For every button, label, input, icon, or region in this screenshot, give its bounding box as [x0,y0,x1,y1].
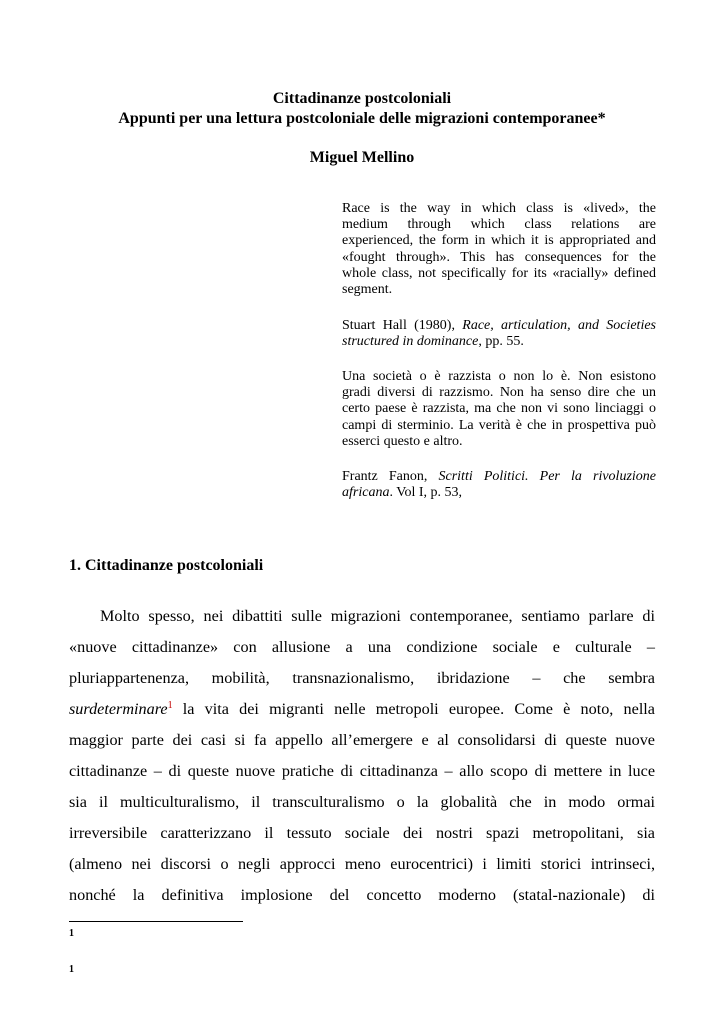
citation-pages: , pp. 55. [478,334,524,350]
epigraph-line: whole class, not specifically for its «racially» defined [342,265,656,281]
epigraph-line: campi di sterminio. La verità è che in prospettiva può [342,417,656,433]
epigraph-line: certo paese è razzista, ma che non vi sono linciaggi o [342,401,656,417]
footnote-reference[interactable]: 1 [167,700,173,711]
citation-author: Stuart Hall (1980), [342,318,463,333]
epigraph-citation-fanon [342,469,656,501]
epigraph-line: segment. [342,281,393,297]
epigraph-line: Race is the way in which class is «lived», the [342,201,656,216]
body-line: irreversibile caratterizzano il tessuto sociale dei nostri spazi metropolitani, sia [69,824,655,842]
epigraph-quote-fanon [342,369,656,450]
epigraph-line: esserci questo e altro. [342,433,463,449]
epigraph-quote-hall [342,201,656,298]
body-line: nonché la definitiva implosione del concetto moderno (statal-nazionale) di [69,886,655,904]
body-line [69,694,655,725]
body-line: cittadinanze – di queste nuove pratiche di cittadinanza – allo scopo di mettere in luce [69,762,655,780]
citation-work-title: Race, articulation, and Societies [462,318,656,333]
epigraph-line: «fought through». This has consequences for the [342,249,656,265]
page-number: 1 [69,964,74,975]
citation-work-title-cont: structured in dominance [342,334,479,350]
document-subtitle: Appunti per una lettura postcoloniale delle migrazioni contemporanee* [118,110,606,127]
citation-line [342,318,656,334]
epigraph-citation-hall [342,318,656,350]
body-paragraph [69,601,655,911]
footnote-separator [69,921,243,922]
citation-line [342,334,656,350]
citation-line [342,485,656,501]
citation-pages: . Vol I, p. 53, [389,485,463,501]
citation-work-title: Scritti Politici. Per la rivoluzione [438,469,656,484]
epigraph-line: medium through which class relations are [342,217,656,233]
section-heading: 1. Cittadinanze postcoloniali [69,557,264,574]
epigraph-line: Una società o è razzista o non lo è. Non esistono [342,369,656,384]
footnote-number: 1 [69,928,74,939]
citation-work-title-cont: africana [342,485,390,501]
italic-term: surdeterminare [69,700,168,718]
body-line: maggior parte dei casi si fa appello all’emergere e al consolidarsi di queste nuove [69,731,655,749]
body-line: pluriappartenenza, mobilità, transnazionalismo, ibridazione – che sembra [69,669,655,687]
citation-line [342,469,656,485]
epigraph-line: gradi diversi di razzismo. Non ha senso dire che un [342,385,656,401]
body-line: sia il multiculturalismo, il transculturalismo o la globalità che in modo ormai [69,793,655,811]
body-line: (almeno nei discorsi o negli approcci meno eurocentrici) i limiti storici intrinseci, [69,855,655,873]
citation-author: Frantz Fanon, [342,469,439,484]
body-line-rest: la vita dei migranti nelle metropoli europee. Come è noto, nella [172,700,655,718]
author-name: Miguel Mellino [309,149,415,166]
body-line: Molto spesso, nei dibattiti sulle migrazioni contemporanee, sentiamo parlare di [100,607,655,625]
document-title: Cittadinanze postcoloniali [272,90,452,107]
epigraph-line: experienced, the form in which it is appropriated and [342,233,656,249]
body-line: «nuove cittadinanze» con allusione a una condizione sociale e culturale – [69,638,655,656]
